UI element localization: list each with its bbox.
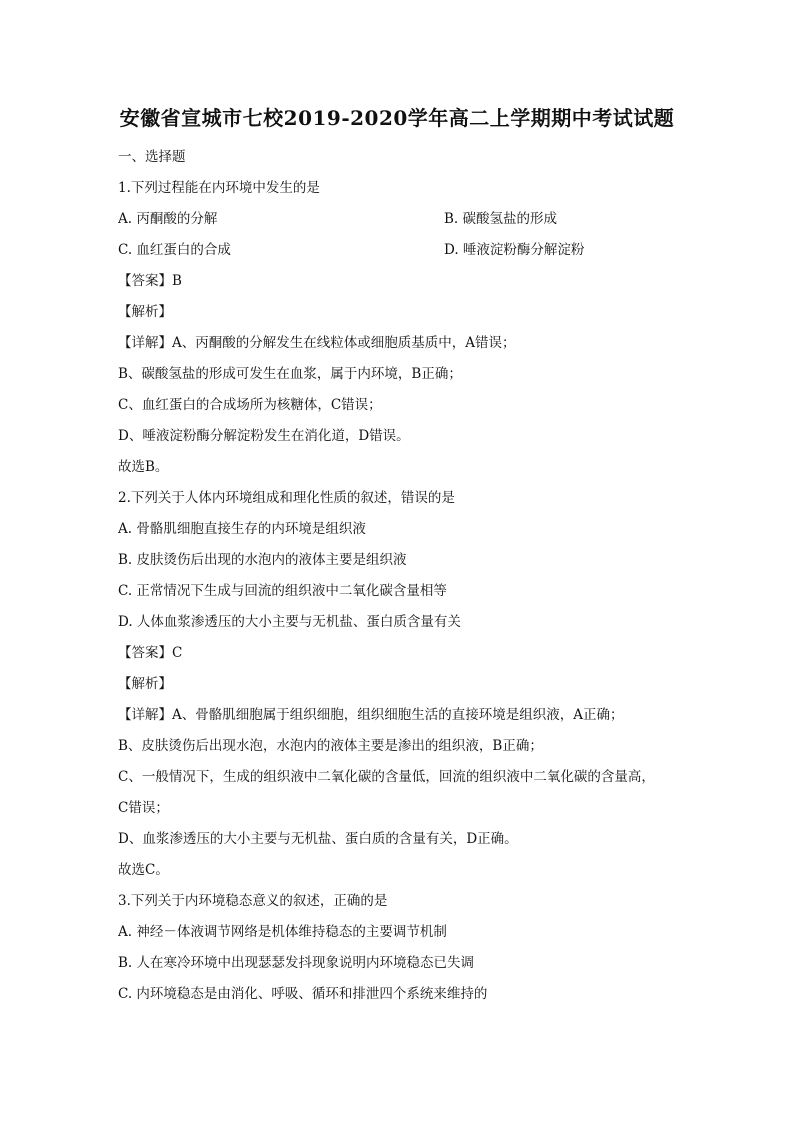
question-3-option-b: B. 人在寒冷环境中出现瑟瑟发抖现象说明内环境稳态已失调 (118, 955, 475, 971)
section-heading: 一、选择题 (118, 149, 186, 165)
question-1-option-b: B. 碳酸氢盐的形成 (444, 211, 558, 227)
question-2-detail-line: C错误； (118, 800, 169, 816)
question-2-detail-line: B、皮肤烫伤后出现水泡，水泡内的液体主要是渗出的组织液，B正确； (118, 738, 543, 754)
question-1-option-c: C. 血红蛋白的合成 (118, 242, 231, 258)
question-2-detail-line: D、血浆渗透压的大小主要与无机盐、蛋白质的含量有关，D正确。 (118, 831, 518, 847)
question-2-option-d: D. 人体血浆渗透压的大小主要与无机盐、蛋白质含量有关 (118, 614, 461, 630)
question-1-detail-line: D、唾液淀粉酶分解淀粉发生在消化道，D错误。 (118, 428, 410, 444)
question-1-options-row-1 (118, 204, 688, 235)
question-1-detail-line: B、碳酸氢盐的形成可发生在血浆，属于内环境，B正确； (118, 366, 462, 382)
question-2-detail-line: 【详解】A、骨骼肌细胞属于组织细胞，组织细胞生活的直接环境是组织液，A正确； (118, 707, 624, 723)
document-body (118, 142, 688, 1010)
question-1-stem: 1.下列过程能在内环境中发生的是 (118, 180, 320, 196)
question-2-detail-line: C、一般情况下，生成的组织液中二氧化碳的含量低，回流的组织液中二氧化碳的含量高， (118, 769, 655, 785)
page-title: 安徽省宣城市七校2019-2020学年高二上学期期中考试试题 (119, 106, 675, 130)
question-1-detail-line: 【详解】A、丙酮酸的分解发生在线粒体或细胞质基质中，A错误； (118, 335, 516, 351)
question-2-option-b: B. 皮肤烫伤后出现的水泡内的液体主要是组织液 (118, 552, 407, 568)
question-1-detail-line: C、血红蛋白的合成场所为核糖体，C错误； (118, 397, 382, 413)
question-1-option-d: D. 唾液淀粉酶分解淀粉 (444, 242, 585, 258)
question-2-conclusion: 故选C。 (118, 862, 169, 878)
question-3-option-c: C. 内环境稳态是由消化、呼吸、循环和排泄四个系统来维持的 (118, 986, 488, 1002)
question-2-stem: 2.下列关于人体内环境组成和理化性质的叙述，错误的是 (118, 490, 455, 506)
question-2-answer: 【答案】C (118, 645, 183, 661)
question-1-answer: 【答案】B (118, 273, 182, 289)
question-2-option-c: C. 正常情况下生成与回流的组织液中二氧化碳含量相等 (118, 583, 447, 599)
question-1-option-a: A. 丙酮酸的分解 (118, 211, 218, 227)
question-3-option-a: A. 神经－体液调节网络是机体维持稳态的主要调节机制 (118, 924, 447, 940)
question-2-option-a: A. 骨骼肌细胞直接生存的内环境是组织液 (118, 521, 366, 537)
question-1-options-row-2 (118, 235, 688, 266)
question-2-analysis-label: 【解析】 (118, 676, 172, 692)
question-3-stem: 3.下列关于内环境稳态意义的叙述，正确的是 (118, 893, 388, 909)
question-1-analysis-label: 【解析】 (118, 304, 172, 320)
question-1-conclusion: 故选B。 (118, 459, 169, 475)
